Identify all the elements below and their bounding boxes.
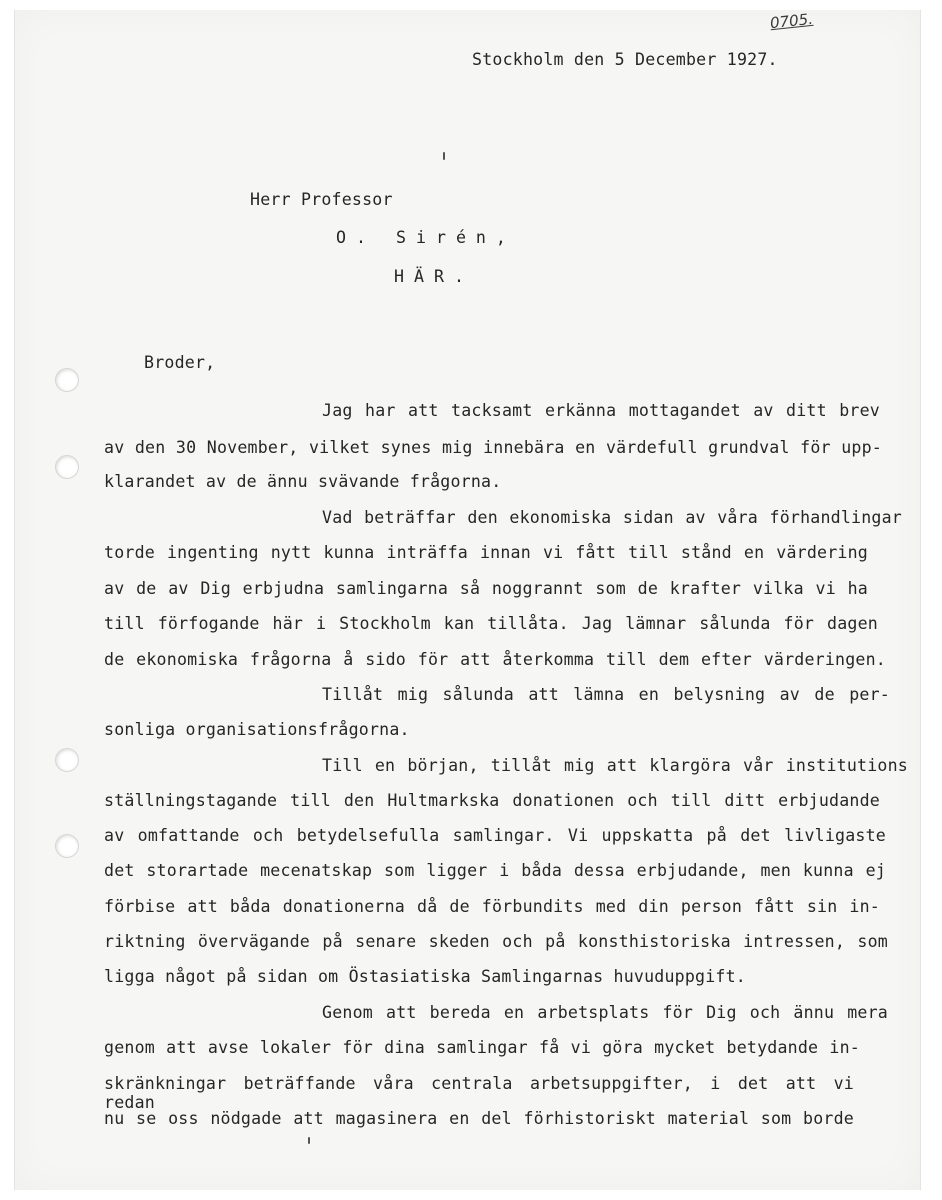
body-line: Jag har att tacksamt erkänna mottagandet av ditt brev bbox=[322, 401, 880, 420]
body-line: Tillåt mig sålunda att lämna en belysning av de per- bbox=[322, 685, 890, 704]
body-line: nu se oss nödgade att magasinera en del förhistoriskt material som borde bbox=[104, 1109, 854, 1128]
punch-hole bbox=[55, 748, 79, 772]
body-line: av de av Dig erbjudna samlingarna så noggrannt som de krafter vilka vi ha bbox=[104, 579, 868, 598]
body-line: sonliga organisationsfrågorna. bbox=[104, 720, 410, 739]
body-line: det storartade mecenatskap som ligger i båda dessa erbjudande, men kunna ej bbox=[104, 861, 886, 880]
recipient-location: HÄR. bbox=[394, 267, 474, 286]
ink-speck bbox=[308, 1137, 310, 1144]
body-line: av omfattande och betydelsefulla samlingar. Vi uppskatta på det livligaste bbox=[104, 826, 886, 845]
body-line: klarandet av de ännu svävande frågorna. bbox=[104, 472, 502, 491]
punch-hole bbox=[55, 455, 79, 479]
body-line: förbise att båda donationerna då de förbundits med din person fått sin in- bbox=[104, 897, 880, 916]
body-line: Vad beträffar den ekonomiska sidan av våra förhandlingar bbox=[322, 508, 902, 527]
punch-hole bbox=[55, 368, 79, 392]
body-line: torde ingenting nytt kunna inträffa innan vi fått till stånd en värdering bbox=[104, 543, 868, 562]
recipient-title: Herr Professor bbox=[250, 190, 393, 209]
body-line: Till en början, tillåt mig att klargöra vår institutions bbox=[322, 756, 908, 775]
body-line: skränkningar beträffande våra centrala arbetsuppgifter, i det att vi redan bbox=[104, 1074, 854, 1112]
punch-hole bbox=[55, 834, 79, 858]
body-line: ligga något på sidan om Östasiatiska Samlingarnas huvuduppgift. bbox=[104, 967, 746, 986]
body-line: till förfogande här i Stockholm kan tillåta. Jag lämnar sålunda för dagen bbox=[104, 614, 878, 633]
body-line: Genom att bereda en arbetsplats för Dig och ännu mera bbox=[322, 1003, 888, 1022]
letter-date: Stockholm den 5 December 1927. bbox=[472, 50, 778, 69]
salutation: Broder, bbox=[144, 353, 216, 372]
body-line: genom att avse lokaler för dina samlingar få vi göra mycket betydande in- bbox=[104, 1038, 860, 1057]
body-line: de ekonomiska frågorna å sido för att återkomma till dem efter värderingen. bbox=[104, 650, 886, 669]
body-line: riktning övervägande på senare skeden och på konsthistoriska intressen, som bbox=[104, 932, 888, 951]
ink-speck bbox=[443, 152, 445, 160]
archive-number: 0705. bbox=[769, 9, 814, 33]
body-line: ställningstagande till den Hultmarkska donationen och till ditt erbjudande bbox=[104, 791, 880, 810]
recipient-name: O. Sirén, bbox=[336, 228, 516, 247]
body-line: av den 30 November, vilket synes mig innebära en värdefull grundval för upp- bbox=[104, 438, 882, 457]
